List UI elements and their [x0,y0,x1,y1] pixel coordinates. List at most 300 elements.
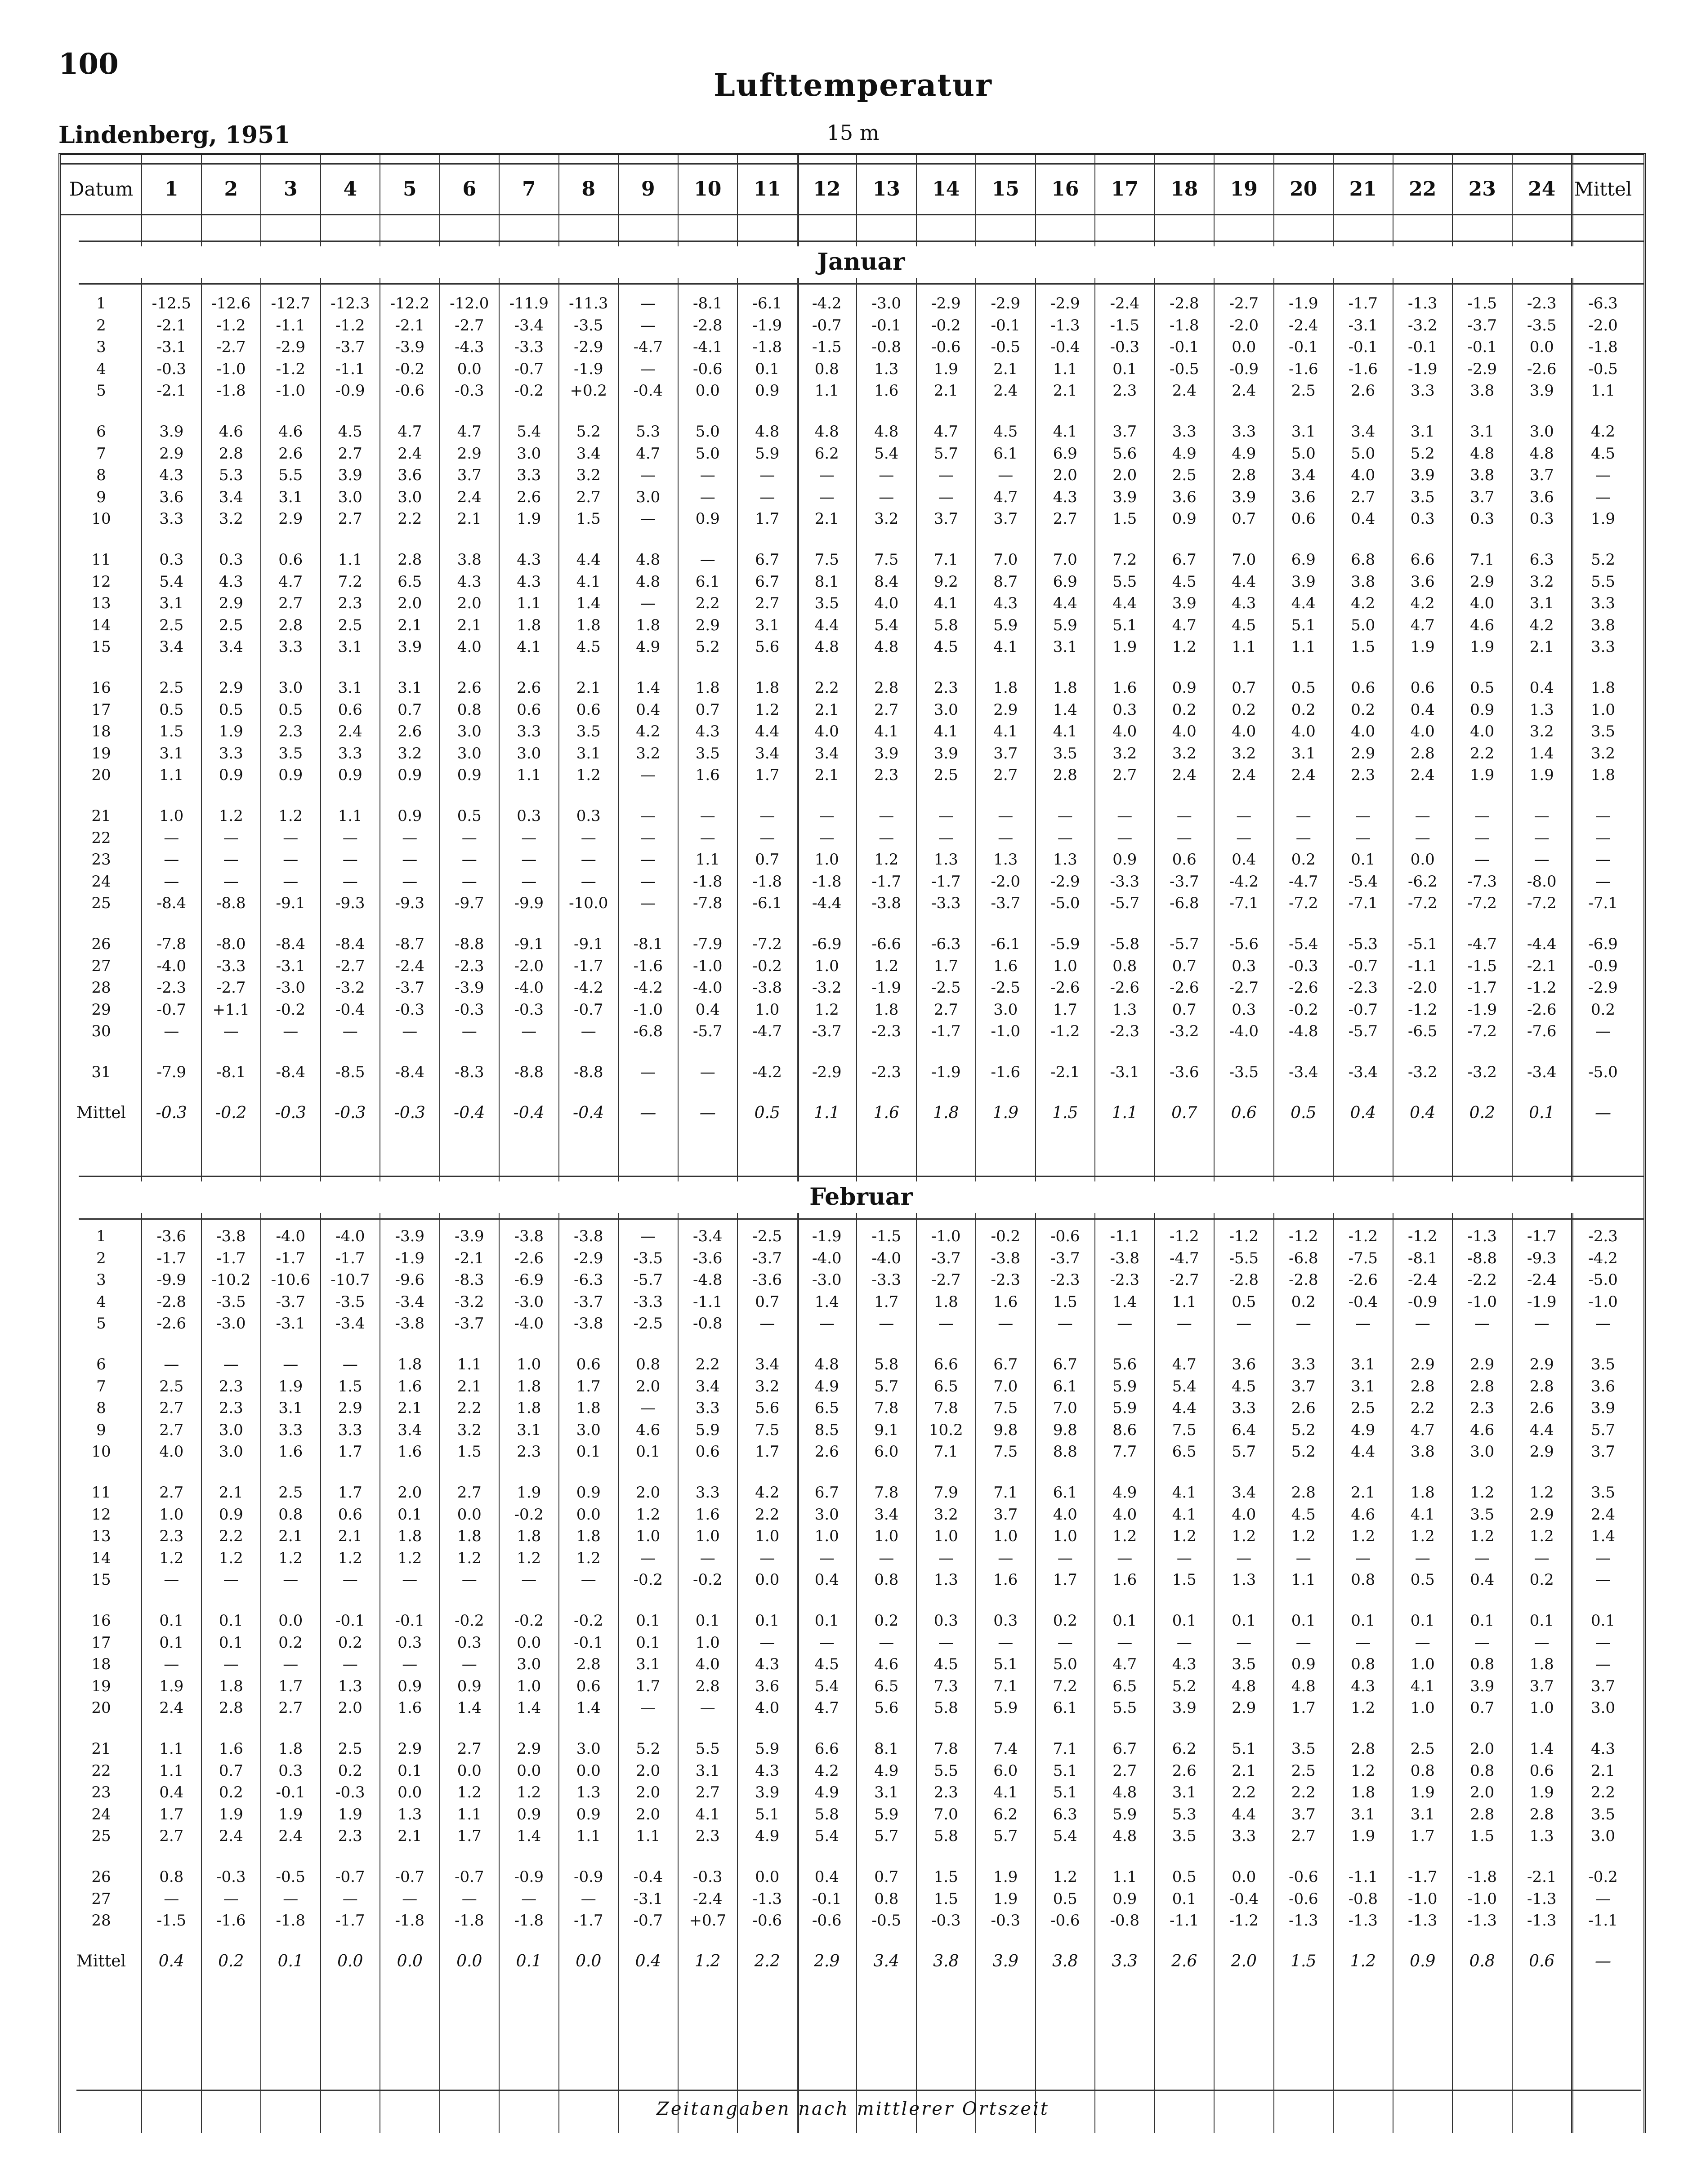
daily-mean-cell: 5.5 [1590,572,1616,591]
temperature-cell: 1.6 [695,1505,720,1524]
temperature-cell: -8.3 [454,1271,484,1289]
temperature-cell: 4.4 [1529,1421,1554,1439]
temperature-cell: — [342,851,358,869]
temperature-cell: 6.7 [755,572,780,591]
temperature-cell: 0.9 [338,766,362,784]
temperature-cell: 4.2 [755,1484,780,1502]
temperature-cell: 3.8 [1470,382,1495,400]
daily-mean-cell: 3.0 [1590,1699,1616,1717]
temperature-cell: — [164,1355,179,1373]
table-row [61,1484,1643,1502]
temperature-cell: 0.0 [457,1505,482,1524]
hourly-mean-cell: 3.9 [992,1952,1018,1970]
temperature-cell: — [521,829,537,847]
temperature-cell: -4.7 [1467,935,1497,953]
daily-mean-cell: 4.5 [1590,444,1616,463]
temperature-cell: 1.2 [457,1783,482,1802]
temperature-cell: — [819,466,835,485]
temperature-cell: 5.7 [993,1827,1018,1845]
table-row [61,488,1643,506]
temperature-cell: 3.4 [755,1355,780,1373]
temperature-cell: 4.4 [1232,1805,1256,1823]
temperature-cell: -1.1 [692,1293,723,1311]
temperature-cell: 2.4 [219,1827,243,1845]
temperature-cell: -3.4 [1527,1063,1557,1081]
temperature-cell: 6.8 [1351,551,1376,569]
temperature-cell: -10.2 [211,1271,251,1289]
temperature-cell: -1.5 [1467,957,1497,975]
temperature-cell: 1.3 [1112,1000,1137,1019]
temperature-cell: 1.7 [1291,1699,1316,1717]
hourly-mean-cell: -0.4 [454,1103,485,1122]
temperature-cell: -7.2 [1467,894,1497,913]
temperature-cell: 4.8 [1112,1783,1137,1802]
temperature-cell: 3.4 [1291,466,1316,485]
table-row [61,979,1643,997]
temperature-cell: 4.1 [1053,423,1077,441]
temperature-cell: — [879,807,894,825]
table-row [61,1506,1643,1524]
temperature-cell: 1.1 [576,1827,601,1845]
table-row [61,423,1643,441]
temperature-cell: 9.2 [933,572,958,591]
temperature-cell: -8.8 [514,1063,544,1081]
daily-mean-cell: -2.9 [1588,979,1618,997]
daily-mean-cell: -6.9 [1588,935,1618,953]
temperature-cell: 1.1 [1232,638,1256,656]
temperature-cell: 1.8 [219,1677,243,1695]
temperature-cell: -2.7 [216,979,246,997]
temperature-cell: -1.0 [1407,1890,1438,1908]
day-cell: 16 [91,679,111,697]
temperature-cell: 1.9 [517,1484,541,1502]
temperature-cell: — [998,1633,1014,1652]
temperature-cell: 3.0 [1529,423,1554,441]
temperature-cell: 1.0 [1053,1527,1077,1546]
temperature-cell: 0.6 [338,1505,362,1524]
day-cell: 31 [91,1063,111,1081]
temperature-cell: — [819,1549,835,1567]
temperature-cell: 1.2 [278,807,303,825]
temperature-cell: -1.0 [633,1000,663,1019]
temperature-cell: 1.9 [1470,638,1495,656]
temperature-cell: -1.0 [1467,1293,1497,1311]
temperature-cell: — [581,872,596,891]
temperature-cell: 2.6 [278,444,303,463]
temperature-cell: 5.1 [1112,616,1137,634]
temperature-cell: 3.5 [695,744,720,762]
temperature-cell: 4.1 [576,572,601,591]
temperature-cell: — [1176,829,1192,847]
temperature-cell: 1.2 [1291,1527,1316,1546]
hourly-mean-cell: — [699,1103,716,1122]
daily-mean-cell: 4.2 [1590,423,1616,441]
temperature-cell: 4.8 [1112,1827,1137,1845]
temperature-cell: -3.1 [1348,316,1378,334]
temperature-cell: 1.3 [576,1783,601,1802]
temperature-cell: -1.2 [1050,1022,1080,1041]
temperature-cell: 5.4 [814,1677,839,1695]
temperature-cell: 2.9 [278,510,303,528]
temperature-cell: 1.1 [159,766,184,784]
temperature-cell: -1.7 [156,1249,187,1267]
temperature-cell: 5.7 [933,444,958,463]
daily-mean-cell: -7.1 [1588,894,1618,913]
daily-mean-cell: — [1595,1890,1611,1908]
temperature-cell: -3.1 [276,957,306,975]
temperature-cell: 2.5 [159,616,184,634]
hourly-mean-cell: 0.4 [1410,1103,1436,1122]
temperature-cell: -2.3 [1110,1271,1140,1289]
temperature-cell: 2.5 [159,679,184,697]
temperature-cell: 0.1 [576,1443,601,1461]
temperature-cell: 6.1 [1053,1484,1077,1502]
temperature-cell: 4.6 [278,423,303,441]
temperature-cell: -7.1 [1229,894,1259,913]
temperature-cell: 0.2 [1291,1293,1316,1311]
temperature-cell: 3.2 [219,510,243,528]
footer-rule [76,2090,1641,2091]
temperature-cell: 0.2 [338,1633,362,1652]
temperature-cell: 2.3 [219,1399,243,1417]
temperature-cell: — [581,1022,596,1041]
temperature-cell: 3.3 [517,466,541,485]
temperature-cell: -0.6 [1050,1227,1080,1245]
temperature-cell: 1.5 [933,1890,958,1908]
temperature-cell: -3.4 [1348,1063,1378,1081]
day-cell: 12 [91,1505,111,1524]
temperature-cell: 0.8 [1410,1761,1435,1780]
temperature-cell: -9.1 [276,894,306,913]
temperature-cell: -1.9 [395,1249,425,1267]
temperature-cell: 2.3 [933,679,958,697]
temperature-cell: -2.8 [1169,294,1199,312]
temperature-cell: -1.3 [1288,1912,1318,1930]
day-cell: 13 [91,594,111,613]
temperature-cell: -8.1 [692,294,723,312]
temperature-cell: 7.8 [874,1399,899,1417]
temperature-cell: — [223,1355,239,1373]
temperature-cell: 4.8 [1232,1677,1256,1695]
temperature-cell: -4.4 [812,894,842,913]
temperature-cell: — [1474,829,1490,847]
temperature-cell: 2.4 [397,444,422,463]
temperature-cell: 7.5 [874,551,899,569]
temperature-cell: 0.3 [219,551,243,569]
temperature-cell: 3.2 [1529,572,1554,591]
temperature-cell: — [342,1655,358,1674]
daily-mean-cell: 3.6 [1590,1377,1616,1395]
temperature-cell: 5.3 [219,466,243,485]
temperature-cell: — [1474,1633,1490,1652]
temperature-cell: 2.9 [397,1740,422,1758]
temperature-cell: -6.8 [633,1022,663,1041]
temperature-cell: 3.3 [1232,1827,1256,1845]
temperature-cell: 0.0 [457,360,482,378]
temperature-cell: -7.1 [1348,894,1378,913]
temperature-cell: -1.0 [931,1227,961,1245]
day-cell: 30 [91,1022,111,1041]
temperature-cell: -8.5 [335,1063,365,1081]
day-cell: 14 [91,1549,111,1567]
temperature-cell: 5.9 [993,616,1018,634]
temperature-cell: 3.3 [278,1421,303,1439]
temperature-cell: 4.0 [814,722,839,741]
temperature-cell: 10.2 [929,1421,963,1439]
day-cell: 5 [96,1315,106,1333]
temperature-cell: 2.8 [1053,766,1077,784]
temperature-cell: -1.3 [1527,1890,1557,1908]
temperature-cell: 1.9 [1351,1827,1376,1845]
day-cell: 20 [91,1699,111,1717]
temperature-cell: 3.2 [1232,744,1256,762]
temperature-cell: 3.7 [1529,466,1554,485]
day-cell: 7 [96,1377,106,1395]
temperature-cell: 3.6 [1232,1355,1256,1373]
temperature-cell: -0.7 [156,1000,187,1019]
temperature-cell: 4.2 [1410,594,1435,613]
temperature-cell: 3.6 [1529,488,1554,506]
temperature-cell: 4.1 [1172,1484,1197,1502]
temperature-cell: 5.9 [755,1740,780,1758]
temperature-cell: 3.2 [755,1377,780,1395]
temperature-cell: 3.9 [1470,1677,1495,1695]
temperature-cell: 8.5 [814,1421,839,1439]
temperature-cell: 0.2 [874,1612,899,1630]
temperature-cell: 1.7 [874,1293,899,1311]
temperature-cell: — [164,829,179,847]
hourly-mean-cell: 0.1 [277,1952,304,1970]
temperature-cell: 3.1 [338,638,362,656]
temperature-cell: 0.2 [1232,700,1256,719]
temperature-cell: -0.4 [1348,1293,1378,1311]
temperature-cell: 1.2 [278,1549,303,1567]
temperature-cell: — [998,829,1014,847]
daily-mean-cell: 3.5 [1590,1805,1616,1823]
table-row [61,510,1643,528]
daily-mean-cell: — [1595,872,1611,891]
temperature-cell: — [461,1571,477,1589]
month-title: Februar [79,1181,1643,1213]
temperature-cell: 3.9 [1112,488,1137,506]
temperature-cell: -0.4 [1050,338,1080,357]
temperature-cell: 2.9 [1410,1355,1435,1373]
temperature-cell: — [759,807,775,825]
temperature-cell: 1.0 [814,851,839,869]
table-row [61,1677,1643,1695]
temperature-cell: 2.1 [993,360,1018,378]
temperature-cell: 3.5 [1172,1827,1197,1845]
temperature-cell: 1.1 [457,1355,482,1373]
temperature-cell: -2.1 [395,316,425,334]
station-label: Lindenberg, 1951 [58,121,290,149]
temperature-cell: 2.1 [1529,638,1554,656]
temperature-cell: 3.4 [695,1377,720,1395]
temperature-cell: 3.0 [278,679,303,697]
temperature-cell: 1.2 [1529,1527,1554,1546]
temperature-cell: 0.7 [1470,1699,1495,1717]
table-row [61,1271,1643,1289]
temperature-cell: 2.1 [814,510,839,528]
temperature-cell: 2.7 [159,1421,184,1439]
temperature-cell: -1.5 [1110,316,1140,334]
temperature-cell: 1.7 [933,957,958,975]
temperature-cell: 1.0 [755,1527,780,1546]
temperature-cell: 0.8 [278,1505,303,1524]
temperature-cell: 3.5 [278,744,303,762]
temperature-cell: 4.9 [1112,1484,1137,1502]
hourly-mean-cell: 2.9 [814,1952,840,1970]
temperature-cell: 5.0 [695,423,720,441]
temperature-cell: -2.8 [692,316,723,334]
temperature-cell: -3.6 [752,1271,782,1289]
temperature-cell: 1.8 [576,1399,601,1417]
temperature-cell: 2.8 [219,1699,243,1717]
temperature-cell: 7.1 [933,1443,958,1461]
temperature-cell: -1.6 [991,1063,1021,1081]
temperature-cell: 0.5 [219,700,243,719]
temperature-cell: 4.8 [814,638,839,656]
temperature-cell: -3.5 [1229,1063,1259,1081]
hourly-mean-cell: 0.4 [635,1952,661,1970]
temperature-cell: 3.1 [159,744,184,762]
temperature-cell: -1.5 [1467,294,1497,312]
temperature-cell: 0.9 [278,766,303,784]
temperature-cell: 3.0 [576,1740,601,1758]
daily-mean-cell: 3.5 [1590,1484,1616,1502]
temperature-cell: 5.5 [278,466,303,485]
temperature-cell: -0.2 [514,1612,544,1630]
temperature-cell: 2.7 [933,1000,958,1019]
temperature-cell: 2.6 [814,1443,839,1461]
temperature-cell: — [1117,1549,1133,1567]
temperature-cell: -0.2 [514,382,544,400]
temperature-cell: -1.7 [216,1249,246,1267]
temperature-cell: 0.2 [338,1761,362,1780]
temperature-cell: 0.2 [1172,700,1197,719]
temperature-cell: -0.7 [454,1868,484,1886]
temperature-cell: 6.9 [1053,444,1077,463]
temperature-cell: — [819,1315,835,1333]
temperature-cell: — [1295,1315,1311,1333]
table-row [61,551,1643,569]
hourly-mean-cell: 0.2 [218,1952,244,1970]
temperature-cell: — [164,1571,179,1589]
temperature-cell: 0.6 [517,700,541,719]
temperature-cell: 5.4 [1053,1827,1077,1845]
temperature-cell: 1.6 [874,382,899,400]
temperature-cell: 5.3 [636,423,661,441]
temperature-cell: -0.1 [335,1612,365,1630]
table-row [61,1740,1643,1758]
temperature-cell: -1.1 [276,316,306,334]
temperature-cell: 1.9 [1529,766,1554,784]
hourly-mean-cell: 0.4 [158,1952,184,1970]
column-header: 13 [872,178,900,201]
temperature-cell: 0.1 [695,1612,720,1630]
temperature-cell: -1.2 [1288,1227,1318,1245]
temperature-cell: -0.9 [573,1868,603,1886]
temperature-cell: 1.7 [278,1677,303,1695]
temperature-cell: 0.0 [1232,1868,1256,1886]
temperature-cell: 1.6 [397,1699,422,1717]
temperature-cell: — [700,1699,715,1717]
temperature-cell: -12.3 [330,294,370,312]
temperature-cell: -2.8 [1288,1271,1318,1289]
temperature-cell: -5.8 [1110,935,1140,953]
temperature-cell: -4.1 [692,338,723,357]
temperature-cell: — [1176,807,1192,825]
temperature-cell: 6.1 [695,572,720,591]
temperature-cell: 5.0 [1053,1655,1077,1674]
temperature-cell: 2.4 [159,1699,184,1717]
table-row [61,294,1643,312]
temperature-cell: 5.2 [1172,1677,1197,1695]
temperature-cell: -1.9 [1407,360,1438,378]
day-cell: 22 [91,829,111,847]
temperature-cell: 4.3 [219,572,243,591]
temperature-cell: 3.0 [1470,1443,1495,1461]
daily-mean-cell: 1.0 [1590,700,1616,719]
temperature-cell: 0.0 [576,1761,601,1780]
temperature-cell: 0.6 [576,700,601,719]
temperature-cell: 3.3 [1410,382,1435,400]
day-cell: 25 [91,1827,111,1845]
temperature-cell: 2.5 [219,616,243,634]
daily-mean-cell: 3.8 [1590,616,1616,634]
temperature-cell: 2.9 [1529,1443,1554,1461]
temperature-cell: 1.9 [933,360,958,378]
temperature-cell: — [938,829,954,847]
temperature-cell: -1.8 [395,1912,425,1930]
temperature-cell: — [1534,1549,1550,1567]
hourly-mean-cell: — [1595,1103,1611,1122]
hourly-mean-cell: — [640,1103,656,1122]
temperature-cell: 8.7 [993,572,1018,591]
temperature-cell: 2.7 [338,444,362,463]
temperature-cell: 7.1 [1470,551,1495,569]
temperature-cell: 2.8 [1529,1377,1554,1395]
temperature-cell: — [998,807,1014,825]
temperature-cell: — [640,807,656,825]
temperature-cell: 2.1 [219,1484,243,1502]
temperature-cell: -2.3 [991,1271,1021,1289]
temperature-cell: 1.5 [1470,1827,1495,1845]
daily-mean-cell: 2.1 [1590,1761,1616,1780]
temperature-cell: 4.2 [814,1761,839,1780]
temperature-cell: 8.4 [874,572,899,591]
temperature-cell: 5.5 [1112,572,1137,591]
temperature-cell: 2.8 [695,1677,720,1695]
temperature-cell: -1.6 [216,1912,246,1930]
temperature-cell: -3.5 [335,1293,365,1311]
column-header: 20 [1290,178,1317,201]
column-header: 24 [1528,178,1556,201]
temperature-cell: 3.1 [1172,1783,1197,1802]
day-cell: 5 [96,382,106,400]
temperature-cell: 1.6 [1112,679,1137,697]
temperature-cell: -0.4 [633,1868,663,1886]
temperature-cell: 2.9 [219,679,243,697]
temperature-cell: — [759,829,775,847]
temperature-cell: 2.1 [1232,1761,1256,1780]
temperature-cell: 3.1 [338,679,362,697]
temperature-cell: -0.8 [1348,1890,1378,1908]
temperature-cell: -2.0 [1229,316,1259,334]
daily-mean-cell: — [1595,829,1611,847]
temperature-cell: 3.0 [576,1421,601,1439]
temperature-cell: -3.9 [454,979,484,997]
